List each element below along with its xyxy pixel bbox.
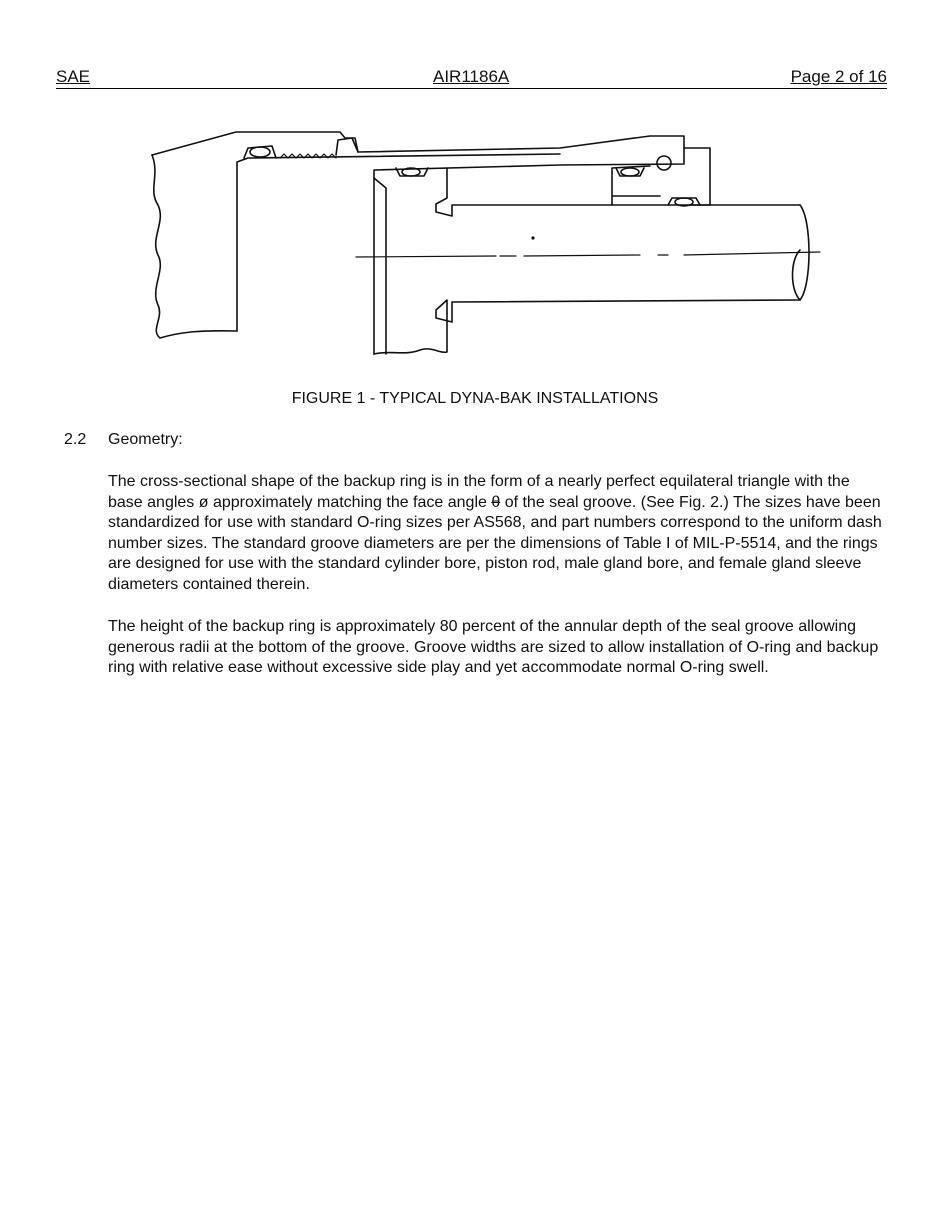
retainer bbox=[612, 166, 660, 205]
section-title: Geometry: bbox=[108, 431, 183, 448]
housing-wall bbox=[152, 132, 684, 155]
center-line bbox=[356, 252, 820, 257]
theta-symbol: θ bbox=[491, 493, 501, 511]
gland-break bbox=[374, 313, 447, 354]
piston-lower bbox=[436, 300, 800, 322]
paragraph-geometry-height: The height of the backup ring is approximately 80 percent of the annular depth of the seal groove allowing generous radii at the bottom of the groove. Groove widths are sized to allow installation of O-ring and backup ring with relative ease without excessive side play and yet accommodate normal O-ring swell. bbox=[108, 618, 879, 677]
figure-caption: FIGURE 1 - TYPICAL DYNA-BAK INSTALLATIONS bbox=[291, 390, 659, 407]
piston-upper bbox=[436, 168, 800, 216]
page-header bbox=[56, 66, 887, 89]
header-org: SAE bbox=[56, 67, 91, 86]
nut-lug bbox=[336, 138, 358, 155]
o-ring-top-left bbox=[250, 147, 270, 157]
gland-sleeve bbox=[374, 148, 710, 354]
gland-inner bbox=[374, 178, 386, 354]
paragraph-1-text-b: of the seal groove. (See Fig. 2.) The sizes have been standardized for use with standard O-ring sizes per AS568, and part numbers correspond to the uniform dash number sizes. The standard groove diameters are per the dimensions of Table I of MIL-P-5514, and the rings are designed for use with the standard cylinder bore, piston rod, male gland bore, and female gland sleeve diameters contained therein. bbox=[108, 493, 882, 593]
center-dot bbox=[532, 237, 534, 239]
header-page-number: Page 2 of 16 bbox=[790, 67, 887, 86]
paragraph-geometry-shape bbox=[108, 472, 888, 596]
housing-break-left bbox=[152, 155, 237, 338]
ball-detent bbox=[657, 156, 671, 170]
dyna-bak-installation-drawing bbox=[140, 125, 830, 365]
o-ring-right bbox=[621, 168, 639, 176]
o-ring-groove-lower-right bbox=[668, 198, 700, 205]
paragraph-1-text-a: The cross-sectional shape of the backup ring is in the form of a nearly perfect equilateral triangle with the base angles ø approximately matching the face angle bbox=[108, 473, 850, 511]
header-doc-number: AIR1186A bbox=[433, 67, 510, 86]
section-number: 2.2 bbox=[64, 431, 87, 448]
housing-inner bbox=[237, 154, 560, 331]
rod-end-break bbox=[793, 250, 801, 300]
